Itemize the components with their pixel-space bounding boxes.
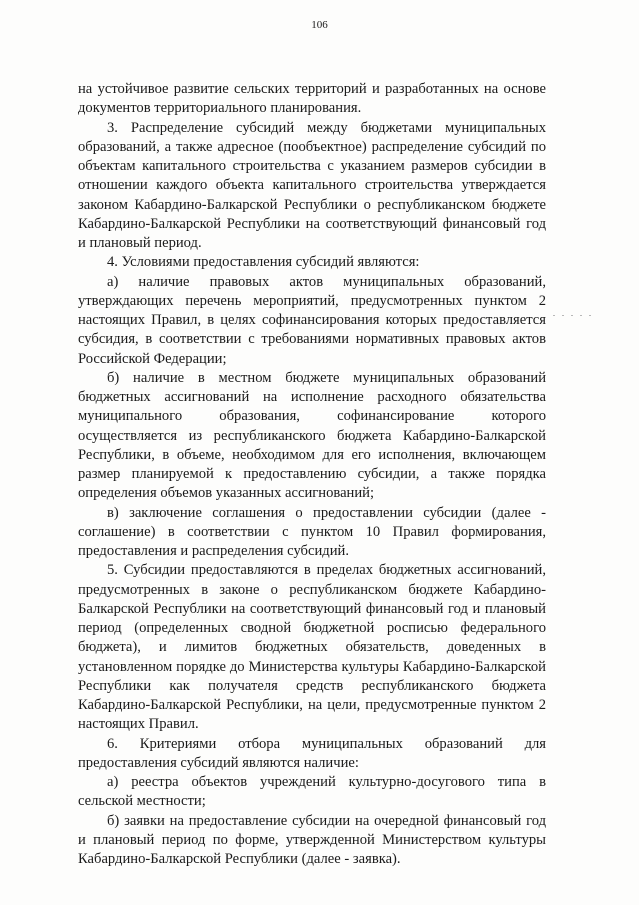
paragraph-continuation: на устойчивое развитие сельских территорий и разработанных на основе документов территориального планирования. [78,81,546,117]
paragraph-item-5: 5. Субсидии предоставляются в пределах бюджетных ассигнований, предусмотренных в законе о республиканском бюджете Кабардино-Балкарской Республики на соответствующий финансовый год и плановый период (определенных сводной бюджетной росписью федерального бюджета), и лимитов бюджетных обязательств, доведенных в установленном порядке до Министерства культуры Кабардино-Балкарской Республики как получателя средств республиканского бюджета Кабардино-Балкарской Республики, на цели, предусмотренные пунктом 2 настоящих Правил. [78,562,546,733]
paragraph-item-4a: а) наличие правовых актов муниципальных образований, утверждающих перечень мероприятий, предусмотренных пунктом 2 настоящих Правил, в целях софинансирования которых предоставляется субсидия, в соответствии с требованиями нормативных правовых актов Российской Федерации; [78,273,546,367]
paragraph-item-4: 4. Условиями предоставления субсидий являются: [107,254,420,271]
paragraph-item-6a: а) реестра объектов учреждений культурно-досугового типа в сельской местности; [78,774,546,810]
paragraph-item-6b: б) заявки на предоставление субсидии на очередной финансовый год и плановый период по форме, утвержденной Министерством культуры Кабардино-Балкарской Республики (далее - заявка). [78,812,546,867]
paragraph-item-3: 3. Распределение субсидий между бюджетами муниципальных образований, а также адресное (пообъектное) распределение субсидий по объектам капитального строительства с указанием размеров субсидии в отношении каждого объекта капитального строительства утверждается законом Кабардино-Балкарской Республики о республиканском бюджете Кабардино-Балкарской Республики на соответствующий финансовый год и плановый период. [78,119,546,251]
scan-artifact [553,315,593,319]
paragraph-item-6: 6. Критериями отбора муниципальных образований для предоставления субсидий являются наличие: [78,735,546,771]
paragraph-item-4v: в) заключение соглашения о предоставлении субсидии (далее - соглашение) в соответствии с пунктом 10 Правил формирования, предоставления и распределения субсидий. [78,504,546,559]
body-text [78,80,546,869]
paragraph-item-4b: б) наличие в местном бюджете муниципальных образований бюджетных ассигнований на исполнение расходного обязательства муниципального образования, софинансирование которого осуществляется из республиканского бюджета Кабардино-Балкарской Республики, в объеме, необходимом для его исполнения, включающем размер планируемой к предоставлению субсидии, а также порядка определения объемов указанных ассигнований; [78,369,546,502]
page-number: 106 [311,19,328,31]
